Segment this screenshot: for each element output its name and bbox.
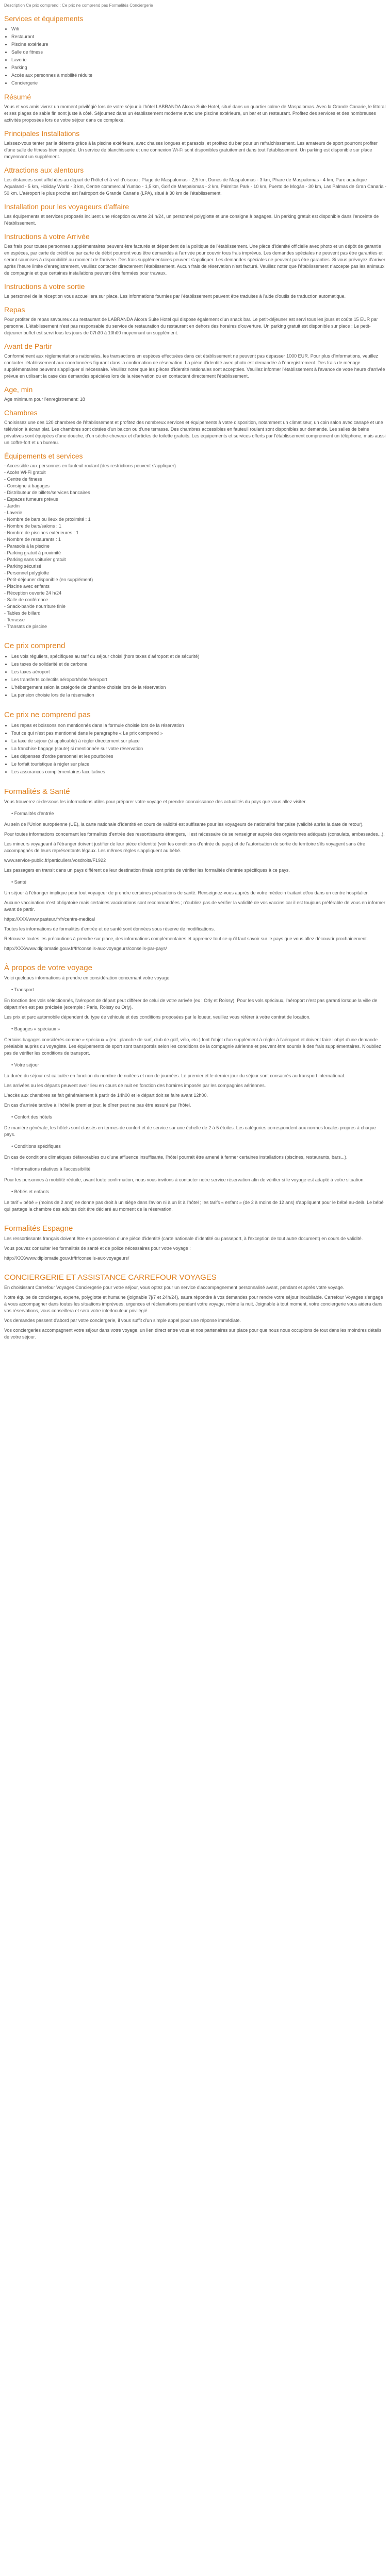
- arrivee-title: Instructions à votre Arrivée: [4, 232, 90, 241]
- formalites-paragraph: Les passagers en transit dans un pays différent de leur destination finale sont priés de vérifier les formalités d'entrée spécifiques à ce pays.: [4, 868, 290, 873]
- services-section: [4, 14, 387, 87]
- propos-paragraph: Les prix et parc automobile dépendent du type de véhicule et des conditions proposées par le loueur, veuillez vous référer à votre contrat de location.: [4, 1014, 311, 1020]
- conciergerie-paragraph: Vos conciergeries accompagnent votre séjour dans votre voyage, un lien direct entre vous et nos partenaires sur place pour que nous nous occupions de tout dans les moindres détails de votre séjour.: [4, 1328, 382, 1340]
- prix-comprend-list: [4, 653, 387, 699]
- propos-paragraph: En fonction des vols sélectionnés, l'aéroport de départ peut différer de celui de votre arrivée (ex : Orly et Roissy). Pour les vols spéciaux, l'aéroport n'est pas garanti lorsque la ville de départ n'en est pas précisée (exemple : Paris, Roissy ou Orly).: [4, 998, 378, 1010]
- prix-comprend-item: • Les transferts collectifs aéroport/hôtel/aéroport: [11, 676, 387, 684]
- formalites-title: Formalités & Santé: [4, 787, 70, 796]
- prix-ne-comprend-title: Ce prix ne comprend pas: [4, 710, 91, 719]
- conciergerie-paragraph: Notre équipe de concierges, experte, polyglotte et humaine (joignable 7j/7 et 24h/24), saura répondre à vos demandes pour rendre votre séjour inoubliable. Carrefour Voyages s'engage à vous accompagner dans toutes les situations imprévues, urgences et réclamations pendant votre voyage, même la nuit. Joignable à tout moment, votre conciergerie vous aidera dans vos réservations, vous conseillera et sera votre interlocuteur privilégié.: [4, 1295, 383, 1313]
- propos-confort-item: • Confort des hôtels: [11, 1114, 387, 1121]
- installation-title: Installation pour les voyageurs d'affaire: [4, 202, 129, 211]
- equipements-title: Équipements et services: [4, 452, 83, 460]
- service-item: • Accès aux personnes à mobilité réduite: [11, 72, 387, 79]
- prix-comprend-item: • Les vols réguliers, spécifiques au tarif du séjour choisi (hors taxes d'aéroport et de sécurité): [11, 653, 387, 660]
- propos-paragraph: Les arrivées ou les départs peuvent avoir lieu en cours de nuit en fonction des horaires imposés par les compagnies aériennes.: [4, 1083, 266, 1088]
- chambres-section: [4, 408, 387, 446]
- service-item: • Wifi: [11, 25, 387, 33]
- propos-paragraph: La durée du séjour est calculée en fonction du nombre de nuitées et non de journées. Le premier et le dernier jour du séjour sont consacrés au transport international.: [4, 1073, 345, 1078]
- formalites-paragraph: Retrouvez toutes les précautions à prendre sur place, des informations complémentaires et apprenez tout ce qu'il faut savoir sur le pays que vous allez découvrir prochainement.: [4, 936, 368, 941]
- equipement-line: - Laverie: [4, 510, 23, 515]
- principales-section: [4, 129, 387, 160]
- equipement-line: - Jardin: [4, 503, 20, 509]
- prix-ne-comprend-item: • Les assurances complémentaires facultatives: [11, 768, 387, 776]
- service-item: • Salle de fitness: [11, 48, 387, 56]
- sortie-text: Le personnel de la réception vous accueillera sur place. Les informations fournies par l'établissement peuvent être traduites à l'aide d'outils de traduction automatique.: [4, 294, 346, 299]
- avant-text: Conformément aux réglementations nationales, les transactions en espèces effectuées dans cet établissement ne peuvent pas dépasser 1000 EUR. Pour plus d'informations, veuillez contacter l'établissement aux coordonnées figurant dans la confirmation de réservation. La pièce d'identité avec photo est demandée à l'enregistrement. Des frais de ménage supplémentaires peuvent s'appliquer si nécessaire. Veuillez noter que les pièces d'identité nationales sont acceptées. Veuillez informer l'établissement à l'avance de votre heure d'arrivée prévue en utilisant la case des demandes spéciales lors de la réservation ou en contactant directement l'établissement.: [4, 353, 385, 379]
- alentours-title: Attractions aux alentours: [4, 166, 84, 174]
- conciergerie-title: CONCIERGERIE ET ASSISTANCE CARREFOUR VOYAGES: [4, 1273, 217, 1282]
- sortie-section: [4, 282, 387, 300]
- prix-ne-comprend-section: [4, 710, 387, 776]
- espagne-title: Formalités Espagne: [4, 1224, 73, 1233]
- equipement-line: - Terrasse: [4, 617, 25, 622]
- equipement-line: - Parking sans voiturier gratuit: [4, 557, 66, 562]
- equipement-line: - Tables de billard: [4, 611, 41, 616]
- prix-comprend-item: • La pension choisie lors de la réservation: [11, 691, 387, 699]
- equipement-line: - Centre de fitness: [4, 477, 42, 482]
- propos-transport-item: • Transport: [11, 987, 387, 993]
- equipement-line: - Nombre de restaurants : 1: [4, 537, 61, 542]
- prix-ne-comprend-item: • Le forfait touristique à régler sur place: [11, 760, 387, 768]
- resume-text: Vous et vos amis vivrez un moment privilégié lors de votre séjour à l'hôtel LABRANDA Alcora Suite Hotel, situé dans un quartier calme de Maspalomas. Avec la Grande Canarie, le littoral et ses plages de sable fin sont juste à côté. Séjournez dans un établissement moderne avec une piscine extérieure, un bar et un restaurant. Profitez des services et des nombreuses activités proposées lors de votre séjour dans ce complexe.: [4, 104, 386, 123]
- propos-paragraph: L'accès aux chambres se fait généralement à partir de 14h00 et le départ doit se faire avant 12h00.: [4, 1093, 208, 1098]
- propos-section: [4, 963, 387, 1213]
- propos-bebes-item: • Bébés et enfants: [11, 1189, 387, 1195]
- equipement-line: - Snack-bar/de nourriture finie: [4, 604, 66, 609]
- equipement-line: - Accessible aux personnes en fauteuil roulant (des restrictions peuvent s'appliquer): [4, 463, 176, 468]
- propos-paragraph: Le tarif « bébé » (moins de 2 ans) ne donne pas droit à un siège dans l'avion ni à un lit à l'hôtel ; les tarifs « enfant » (de 2 à moins de 12 ans) s'appliquent pour le bébé au-delà. Le bébé qui partage la chambre des adultes doit être déclaré au moment de la réservation.: [4, 1200, 384, 1212]
- propos-accessibilite-item: • Informations relatives à l'accessibilité: [11, 1166, 387, 1173]
- avant-title: Avant de Partir: [4, 342, 52, 350]
- propos-intro: Voici quelques informations à prendre en considération concernant votre voyage.: [4, 975, 171, 980]
- prix-comprend-item: • Les taxes de solidarité et de carbone: [11, 660, 387, 668]
- installation-section: [4, 202, 387, 227]
- formalites-section: [4, 787, 387, 952]
- equipement-line: - Parking sécurisé: [4, 564, 42, 569]
- prix-comprend-item: • L'hébergement selon la catégorie de chambre choisie lors de la réservation: [11, 684, 387, 691]
- resume-section: [4, 92, 387, 124]
- alentours-section: [4, 165, 387, 197]
- espagne-paragraph: Vous pouvez consulter les formalités de santé et de police nécessaires pour votre voyage :: [4, 1246, 191, 1251]
- equipement-line: - Accès Wi-Fi gratuit: [4, 470, 46, 475]
- age-section: [4, 385, 387, 403]
- prix-comprend-item: • Les taxes aéroport: [11, 668, 387, 676]
- prix-ne-comprend-list: [4, 722, 387, 776]
- equipements-list: [4, 463, 387, 630]
- age-text: Age minimum pour l'enregistrement: 18: [4, 397, 85, 402]
- equipement-line: - Salle de conférence: [4, 597, 48, 602]
- formalites-sante-item: • Santé: [11, 879, 387, 886]
- chambres-title: Chambres: [4, 409, 38, 417]
- propos-paragraph: En cas d'arrivée tardive à l'hôtel le premier jour, le dîner peut ne pas être assuré par l'hôtel.: [4, 1103, 191, 1108]
- formalites-intro: Vous trouverez ci-dessous les informations utiles pour préparer votre voyage et prendre connaissance des actualités du pays que vous allez visiter.: [4, 799, 307, 804]
- espagne-paragraph: Les ressortissants français doivent être en possession d'une pièce d'identité (carte nationale d'identité ou passeport, à l'exception de tout autre document) en cours de validité.: [4, 1236, 363, 1241]
- equipement-line: - Parasols à la piscine: [4, 544, 50, 549]
- service-item: • Parking: [11, 64, 387, 72]
- resume-title: Résumé: [4, 93, 31, 101]
- services-title: Services et équipements: [4, 14, 84, 23]
- espagne-link[interactable]: http://XXX/www.diplomatie.gouv.fr/fr/conseils-aux-voyageurs/: [4, 1256, 129, 1261]
- repas-text: Pour profiter de repas savoureux au restaurant de LABRANDA Alcora Suite Hotel qui dispose également d'un snack bar. Le petit-déjeuner est servi tous les jours et coûte 15 EUR par personne. L'établissement n'est pas responsable du service de restauration du restaurant en dehors des horaires d'ouverture. Un parking gratuit est disponible sur place : Le petit-déjeuner buffet est servi tous les jours de 07h30 à 10h00 moyennant un supplément.: [4, 317, 378, 335]
- service-item: • Laverie: [11, 56, 387, 64]
- equipement-line: - Consigne à bagages: [4, 483, 50, 488]
- prix-ne-comprend-item: • Les dépenses d'ordre personnel et les pourboires: [11, 753, 387, 760]
- service-item: • Piscine extérieure: [11, 41, 387, 48]
- equipement-line: - Personnel polyglotte: [4, 570, 50, 575]
- prix-comprend-section: [4, 641, 387, 699]
- formalites-link[interactable]: www.service-public.fr/particuliers/vosdroits/F1922: [4, 858, 106, 863]
- formalites-paragraph: Pour toutes informations concernant les formalités d'entrée des ressortissants étrangers, il est nécessaire de se renseigner auprès des organismes adéquats (consulats, ambassades...).: [4, 832, 385, 837]
- repas-title: Repas: [4, 306, 25, 314]
- conciergerie-section: [4, 1273, 387, 1341]
- formalites-paragraph: Les mineurs voyageant à l'étranger doivent justifier de leur pièce d'identité (voir les conditions d'entrée du pays) et de l'autorisation de sortie du territoire s'ils voyagent sans être accompagnés de leurs représentants légaux. Les mêmes règles s'appliquent au bébé.: [4, 841, 365, 853]
- espagne-section: [4, 1224, 387, 1262]
- alentours-text: Les distances sont affichées au départ de l'hôtel et à vol d'oiseau : Plage de Maspalomas - 2,5 km, Dunes de Maspalomas - 3 km, Phare de Maspalomas - 4 km, Parc aquatique Aqualand - 5 km, Holiday World - 3 km, Centre commercial Yumbo - 1,5 km, Golf de Maspalomas - 2 km, Palmitos Park - 10 km, Puerto de Mogán - 30 km, Las Palmas de Gran Canaria - 50 km. L'aéroport le plus proche est l'aéroport de Grande Canarie (LPA), situé à 30 km de l'établissement.: [4, 177, 386, 196]
- equipement-line: - Distributeur de billets/services bancaires: [4, 490, 90, 495]
- repas-section: [4, 305, 387, 336]
- propos-paragraph: De manière générale, les hôtels sont classés en termes de confort et de service sur une échelle de 2 à 5 étoiles. Les catégories correspondent aux normes locales propres à chaque pays.: [4, 1125, 376, 1137]
- formalites-paragraph: Au sein de l'Union européenne (UE), la carte nationale d'identité en cours de validité est suffisante pour les voyageurs de nationalité française (validité après la date de retour).: [4, 822, 364, 827]
- propos-title: À propos de votre voyage: [4, 963, 92, 972]
- equipement-line: - Transats de piscine: [4, 624, 47, 629]
- conciergerie-paragraph: Vos demandes passent d'abord par votre conciergerie, il vous suffit d'un simple appel pour une réponse immédiate.: [4, 1318, 241, 1323]
- formalites-link[interactable]: https://XXX/www.pasteur.fr/fr/centre-medical: [4, 917, 95, 922]
- arrivee-section: [4, 232, 387, 277]
- propos-paragraph: Pour les personnes à mobilité réduite, avant toute confirmation, nous vous invitons à contacter notre service réservation afin de vérifier si le voyage est adapté à votre situation.: [4, 1177, 365, 1182]
- breadcrumb: Description Ce prix comprend : Ce prix ne comprend pas Formalités Conciergerie: [4, 3, 153, 8]
- services-list: [4, 25, 387, 87]
- prix-ne-comprend-item: • La franchise bagage (soute) si mentionnée sur votre réservation: [11, 745, 387, 753]
- installation-text: Les équipements et services proposés incluent une réception ouverte 24 h/24, un personnel polyglotte et une consigne à bagages. Un parking gratuit est disponible dans l'enceinte de l'établissement.: [4, 214, 379, 226]
- equipement-line: - Nombre de bars/salons : 1: [4, 523, 62, 529]
- equipements-section: [4, 451, 387, 630]
- formalites-entree-item: • Formalités d'entrée: [11, 810, 387, 817]
- equipement-line: - Petit-déjeuner disponible (en supplément): [4, 577, 93, 582]
- principales-title: Principales Installations: [4, 129, 80, 138]
- propos-conditions-item: • Conditions spécifiques: [11, 1143, 387, 1150]
- formalites-link[interactable]: http://XXX/www.diplomatie.gouv.fr/fr/conseils-aux-voyageurs/conseils-par-pays/: [4, 946, 167, 951]
- avant-section: [4, 342, 387, 380]
- propos-paragraph: En cas de conditions climatiques défavorables ou d'une affluence insuffisante, l'hôtel pourrait être amené à fermer certaines installations (piscines, restaurants, bars...).: [4, 1155, 348, 1160]
- equipement-line: - Nombre de bars ou lieux de proximité : 1: [4, 517, 91, 522]
- service-item: • Conciergerie: [11, 79, 387, 87]
- formalites-paragraph: Toutes les informations de formalités d'entrée et de santé sont données sous réserve de modifications.: [4, 926, 215, 931]
- sortie-title: Instructions à votre sortie: [4, 282, 85, 291]
- equipement-line: - Piscine avec enfants: [4, 584, 50, 589]
- prix-ne-comprend-item: • La taxe de séjour (si applicable) à régler directement sur place: [11, 737, 387, 745]
- service-item: • Restaurant: [11, 33, 387, 41]
- equipement-line: - Nombre de piscines extérieures : 1: [4, 530, 79, 535]
- prix-comprend-title: Ce prix comprend: [4, 641, 66, 650]
- prix-ne-comprend-item: • Les repas et boissons non mentionnés dans la formule choisie lors de la réservation: [11, 722, 387, 730]
- formalites-paragraph: Aucune vaccination n'est obligatoire mais certaines vaccinations sont recommandées ; n'oubliez pas de vérifier la validité de vos vaccins car il est toujours préférable de vous en informer avant de partir.: [4, 900, 385, 912]
- conciergerie-paragraph: En choisissant Carrefour Voyages Conciergerie pour votre séjour, vous optez pour un service d'accompagnement personnalisé avant, pendant et après votre voyage.: [4, 1285, 345, 1290]
- propos-bagages-item: • Bagages « spéciaux »: [11, 1026, 387, 1032]
- equipement-line: - Réception ouverte 24 h/24: [4, 590, 62, 596]
- arrivee-text: Des frais pour toutes personnes supplémentaires peuvent être facturés et dépendent de la politique de l'établissement. Une pièce d'identité officielle avec photo et un dépôt de garantie en espèces, par carte de crédit ou par carte de débit pourront vous être demandés à l'arrivée pour couvrir tous frais imprévus. Les demandes spéciales ne peuvent pas être garanties et seront soumises à disponibilité au moment de l'arrivée. Des frais supplémentaires peuvent s'appliquer. Les demandes spéciales ne peuvent pas être garanties. Si vous prévoyez d'arriver après l'heure limite d'enregistrement, veuillez contacter directement l'établissement. Aucun frais de réservation n'est facturé. Veuillez noter que l'établissement n'accepte pas les animaux de compagnie et que certaines installations peuvent être fermées pour travaux.: [4, 244, 386, 276]
- chambres-text: Choisissez une des 120 chambres de l'établissement et profitez des nombreux services et équipements à votre disposition, notamment un climatiseur, un coin salon avec canapé et une télévision à écran plat. Les chambres sont dotées d'un balcon ou d'une terrasse. Des chambres accessibles en fauteuil roulant sont disponibles sur demande. Les salles de bains privatives sont équipées d'une douche, d'un sèche-cheveux et d'articles de toilette gratuits. Les équipements et services offerts par l'établissement comprennent un téléphone, mais aussi un coffre-fort et un bureau.: [4, 420, 386, 445]
- principales-text: Laissez-vous tenter par la détente grâce à la piscine extérieure, avec chaises longues et parasols, et profitez du bar pour un rafraîchissement. Les amateurs de sport pourront profiter d'une salle de fitness bien équipée. Un service de blanchisserie et une connexion Wi-Fi sont disponibles gratuitement dans tout l'établissement. Un parking est disponible sur place moyennant un supplément.: [4, 141, 378, 159]
- equipement-line: - Espaces fumeurs prévus: [4, 497, 58, 502]
- equipement-line: - Parking gratuit à proximité: [4, 550, 61, 555]
- propos-paragraph: Certains bagages considérés comme « spéciaux » (ex : planche de surf, club de golf, vélo, etc.) font l'objet d'un supplément à régler à l'aéroport et doivent faire l'objet d'une demande préalable auprès du voyagiste. Les équipements de sport sont transportés selon les conditions de la compagnie aérienne et peuvent être soumis à des frais supplémentaires. N'oubliez pas de vérifier les conditions de transport.: [4, 1037, 381, 1056]
- propos-sejour-item: • Votre séjour: [11, 1062, 387, 1069]
- age-title: Age, min: [4, 385, 33, 394]
- prix-ne-comprend-item: • Tout ce qui n'est pas mentionné dans le paragraphe « Le prix comprend »: [11, 730, 387, 737]
- formalites-paragraph: Un séjour à l'étranger implique pour tout voyageur de prendre certaines précautions de santé. Renseignez-vous auprès de votre médecin traitant et/ou dans un centre hospitalier.: [4, 890, 369, 895]
